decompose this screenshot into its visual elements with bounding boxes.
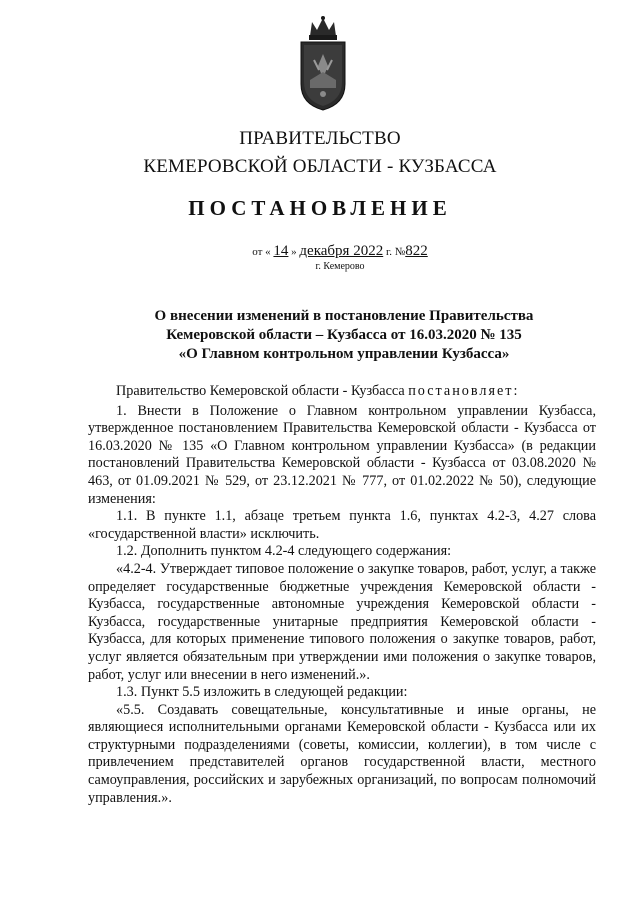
document-body — [88, 383, 596, 807]
preamble-paragraph — [88, 383, 596, 401]
paragraph-4-2-4: «4.2-4. Утверждает типовое положение о закупке товаров, работ, услуг, а также определяет государственные бюджетные учреждения Кемеровской области - Кузбасса, государственные автономные учреждения Кемеровской области - Кузбасса, государственные унитарные предприятия Кемеровской области - Кузбасса, для которых применение типового положения о закупке товаров, работ, услуг является обязательным при утверждении ими положения о закупке товаров, работ, услуг или внесении в него изменений.». — [88, 560, 596, 683]
number-label: № — [394, 246, 406, 258]
coat-of-arms-icon — [296, 14, 350, 112]
paragraph-1: 1. Внести в Положение о Главном контрольном управлении Кузбасса, утвержденное постановлением Правительства Кемеровской области - Кузбасса от 16.03.2020 № 135 «О Главном контрольном управлении Кузбасса» (в редакции постановлений Правительства Кемеровской области - Кузбасса от 03.08.2020 № 463, от 01.09.2021 № 529, от 23.12.2021 № 777, от 01.02.2022 № 50), следующие изменения: — [88, 402, 596, 507]
document-number: 822 — [405, 243, 428, 259]
paragraph-1-1: 1.1. В пункте 1.1, абзаце третьем пункта 1.6, пунктах 4.2-3, 4.27 слова «государственной власти» исключить. — [88, 508, 596, 542]
date-year-suffix: г. — [385, 246, 392, 258]
date-from-label: от « — [252, 246, 271, 258]
document-subject — [0, 307, 640, 364]
government-name-line2: КЕМЕРОВСКОЙ ОБЛАСТИ - КУЗБАССА — [143, 156, 497, 177]
date-number-line — [0, 243, 640, 260]
paragraph-5-5: «5.5. Создавать совещательные, консультативные и иные органы, не являющиеся исполнительными органами Кемеровской области - Кузбасса или их структурными подразделениями (советы, комиссии, коллегии), в том числе с привлечением представителей органов государственной власти, местного самоуправления, российских и зарубежных организаций, по вопросам полномочий управления.». — [88, 701, 596, 806]
date-quote-close: » — [291, 246, 297, 258]
document-type-title: ПОСТАНОВЛЕНИЕ — [188, 196, 452, 220]
subject-line2: Кемеровской области – Кузбасса от 16.03.2020 № 135 — [166, 327, 522, 343]
resolves-word: постановляет: — [408, 383, 520, 399]
date-day: 14 — [273, 243, 289, 259]
paragraph-1-3: 1.3. Пункт 5.5 изложить в следующей редакции: — [116, 684, 408, 701]
subject-line3: «О Главном контрольном управлении Кузбасса» — [178, 346, 510, 362]
city-label: г. Кемерово — [315, 261, 365, 272]
subject-line1: О внесении изменений в постановление Правительства — [154, 308, 534, 324]
preamble-text: Правительство Кемеровской области - Кузбасса — [116, 383, 409, 399]
date-month-year: декабря 2022 — [299, 243, 384, 259]
paragraph-1-2: 1.2. Дополнить пунктом 4.2-4 следующего содержания: — [116, 543, 452, 560]
government-name-line1: ПРАВИТЕЛЬСТВО — [239, 128, 401, 149]
